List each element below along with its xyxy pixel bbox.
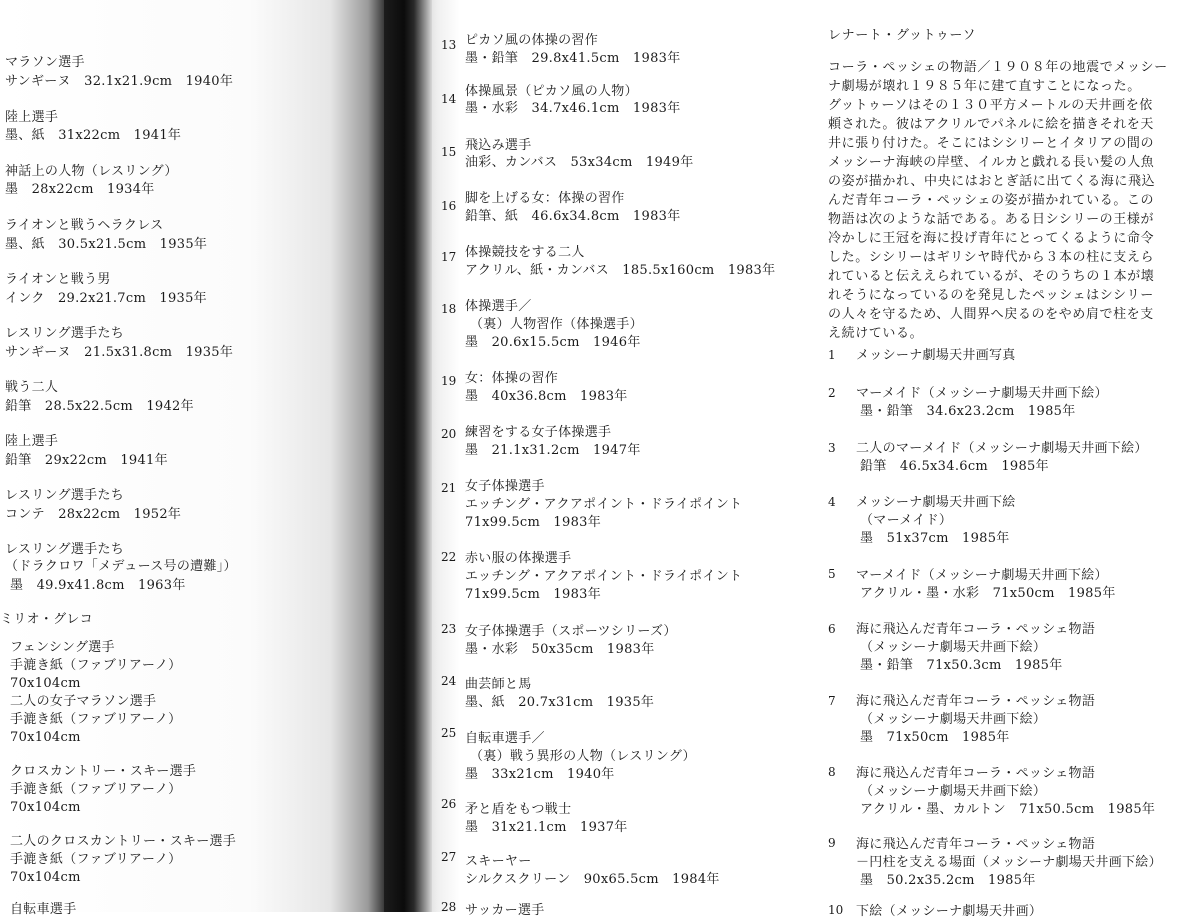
- entry-title: 海に飛込んだ青年コーラ・ペッシェ物語: [856, 837, 1096, 852]
- entry-size: 70x104cm: [10, 676, 81, 691]
- paragraph-line: の姿が描かれ、中央にはおとぎ話に出てくる海に飛込: [828, 174, 1156, 189]
- paragraph-line: の人々を守るため、人間界へ戻るのをやめ肩で柱を支: [828, 307, 1154, 322]
- entry-medium: 手漉き紙（ファブリアーノ）: [10, 852, 182, 867]
- entry-detail: アクリル・墨・水彩 71x50cm 1985年: [860, 586, 1116, 601]
- entry-detail: 墨 40x36.8cm 1983年: [465, 389, 628, 404]
- entry-detail: アクリル・墨、カルトン 71x50.5cm 1985年: [860, 802, 1156, 817]
- paragraph-line: 冷かしに王冠を海に投げ青年にとってくるように命令: [828, 231, 1155, 246]
- entry-title: 練習をする女子体操選手: [465, 425, 612, 440]
- entry-number: 2: [828, 386, 836, 400]
- paragraph-line: 井に張り付けた。そこにはシシリーとイタリアの間の: [828, 136, 1155, 151]
- entry-size: 70x104cm: [10, 870, 81, 885]
- entry-title: 海に飛込んだ青年コーラ・ペッシェ物語: [856, 694, 1096, 709]
- entry-title: 戦う二人: [5, 380, 59, 395]
- entry-number: 27: [441, 850, 457, 864]
- entry-detail: コンテ 28x22cm 1952年: [5, 507, 182, 522]
- entry-detail: 墨 51x37cm 1985年: [860, 531, 1010, 546]
- entry-subtitle: （メッシーナ劇場天井画下絵）: [860, 784, 1047, 799]
- entry-size: 70x104cm: [10, 730, 81, 745]
- entry-title: 二人の女子マラソン選手: [10, 694, 157, 709]
- entry-title: マラソン選手: [5, 55, 85, 70]
- paragraph-line: れそうになっているのを発見したペッシェはシシリー: [828, 288, 1154, 303]
- entry-title: 海に飛込んだ青年コーラ・ペッシェ物語: [856, 766, 1096, 781]
- entry-detail: 墨 28x22cm 1934年: [5, 182, 155, 197]
- entry-title: 女子体操選手（スポーツシリーズ）: [465, 624, 677, 639]
- entry-detail: 墨 49.9x41.8cm 1963年: [10, 578, 186, 593]
- entry-number: 4: [828, 495, 836, 509]
- entry-detail: 墨・水彩 34.7x46.1cm 1983年: [465, 101, 681, 116]
- entry-title: 陸上選手: [5, 110, 59, 125]
- entry-number: 14: [441, 92, 457, 106]
- entry-detail: 墨・水彩 50x35cm 1983年: [465, 642, 655, 657]
- entry-title: 矛と盾をもつ戦士: [465, 802, 572, 817]
- entry-number: 15: [441, 145, 457, 159]
- entry-title: レスリング選手たち: [5, 542, 125, 557]
- entry-title: ライオンと戦う男: [5, 272, 111, 287]
- paragraph-line: 物語は次のような話である。ある日シシリーの王様が: [828, 212, 1155, 227]
- entry-title: メッシーナ劇場天井画写真: [856, 348, 1016, 363]
- paragraph-line: ナ劇場が壊れ１９８５年に建て直すことになった。: [828, 79, 1141, 94]
- entry-title: ライオンと戦うヘラクレス: [5, 218, 164, 233]
- entry-title: メッシーナ劇場天井画下絵: [856, 495, 1016, 510]
- entry-title: マーメイド（メッシーナ劇場天井画下絵）: [856, 386, 1108, 401]
- entry-detail: 鉛筆、紙 46.6x34.8cm 1983年: [465, 209, 681, 224]
- entry-number: 10: [828, 903, 844, 917]
- entry-subtitle: エッチング・アクアポイント・ドライポイント: [465, 497, 743, 512]
- entry-detail: 墨、紙 30.5x21.5cm 1935年: [5, 237, 208, 252]
- entry-title: 体操選手／: [465, 299, 532, 314]
- entry-number: 1: [828, 348, 836, 362]
- entry-title: フェンシング選手: [10, 640, 115, 655]
- entry-detail: 墨、紙 20.7x31cm 1935年: [465, 695, 655, 710]
- paragraph-line: え続けている。: [828, 326, 924, 341]
- entry-detail: 71x99.5cm 1983年: [465, 515, 602, 530]
- entry-number: 20: [441, 427, 457, 441]
- entry-number: 13: [441, 38, 457, 52]
- paragraph-line: グットゥーソはその１３０平方メートルの天井画を依: [828, 98, 1153, 113]
- entry-title: 陸上選手: [5, 434, 59, 449]
- entry-subtitle: －円柱を支える場面（メッシーナ劇場天井画下絵）: [856, 855, 1162, 870]
- entry-detail: 墨・鉛筆 71x50.3cm 1985年: [860, 658, 1063, 673]
- entry-number: 6: [828, 622, 836, 636]
- entry-subtitle: （マーメイド）: [860, 513, 953, 528]
- entry-number: 21: [441, 481, 457, 495]
- entry-number: 9: [828, 836, 836, 850]
- entry-detail: 墨 71x50cm 1985年: [860, 730, 1010, 745]
- entry-detail: 墨・鉛筆 29.8x41.5cm 1983年: [465, 51, 681, 66]
- entry-subtitle: （裏）人物習作（体操選手）: [470, 317, 643, 332]
- entry-number: 17: [441, 250, 457, 264]
- section-heading: ミリオ・グレコ: [0, 612, 93, 627]
- entry-number: 22: [441, 550, 457, 564]
- entry-title: 体操競技をする二人: [465, 245, 585, 260]
- entry-title: 二人のマーメイド（メッシーナ劇場天井画下絵）: [856, 441, 1148, 456]
- paragraph-line: した。シシリーはギリシヤ時代から３本の柱に支えら: [828, 250, 1155, 265]
- paragraph-line: 頼された。彼はアクリルでパネルに絵を描きそれを天: [828, 117, 1155, 132]
- entry-number: 8: [828, 765, 836, 779]
- paragraph-line: れていると伝ええられているが、そのうちの１本が壊: [828, 269, 1155, 284]
- entry-subtitle: エッチング・アクアポイント・ドライポイント: [465, 569, 743, 584]
- entry-number: 5: [828, 567, 836, 581]
- entry-title: 下絵（メッシーナ劇場天井画）: [856, 904, 1043, 919]
- entry-title: 女：体操の習作: [465, 371, 559, 386]
- entry-title: 女子体操選手: [465, 479, 545, 494]
- entry-detail: 油彩、カンバス 53x34cm 1949年: [465, 155, 694, 170]
- entry-detail: 墨、紙 31x22cm 1941年: [5, 128, 182, 143]
- entry-title: ピカソ風の体操の習作: [465, 33, 599, 48]
- entry-detail: シルクスクリーン 90x65.5cm 1984年: [465, 872, 720, 887]
- paragraph-line: コーラ・ペッシェの物語／１９０８年の地震でメッシー: [828, 60, 1168, 75]
- entry-number: 3: [828, 441, 836, 455]
- entry-title: 赤い服の体操選手: [465, 551, 572, 566]
- entry-title: 神話上の人物（レスリング）: [5, 164, 178, 179]
- entry-medium: 手漉き紙（ファブリアーノ）: [10, 658, 182, 673]
- entry-detail: サンギーヌ 21.5x31.8cm 1935年: [5, 345, 234, 360]
- entry-title: 二人のクロスカントリー・スキー選手: [10, 834, 237, 849]
- entry-detail: インク 29.2x21.7cm 1935年: [5, 291, 207, 306]
- entry-number: 24: [441, 674, 457, 688]
- entry-number: 23: [441, 622, 457, 636]
- entry-subtitle: （メッシーナ劇場天井画下絵）: [860, 640, 1047, 655]
- entry-detail: 墨 31x21.1cm 1937年: [465, 820, 628, 835]
- entry-number: 16: [441, 199, 457, 213]
- paragraph-line: メッシーナ海峡の岸壁、イルカと戯れる長い髪の人魚: [828, 155, 1155, 170]
- entry-title: レスリング選手たち: [5, 488, 125, 503]
- entry-subtitle: （メッシーナ劇場天井画下絵）: [860, 712, 1047, 727]
- entry-title: 自転車選手／: [465, 731, 545, 746]
- entry-detail: 鉛筆 46.5x34.6cm 1985年: [860, 459, 1049, 474]
- entry-title: 海に飛込んだ青年コーラ・ペッシェ物語: [856, 622, 1096, 637]
- entry-number: 7: [828, 694, 836, 708]
- entry-size: 70x104cm: [10, 800, 81, 815]
- entry-detail: 鉛筆 28.5x22.5cm 1942年: [5, 399, 194, 414]
- entry-title: クロスカントリー・スキー選手: [10, 764, 197, 779]
- entry-detail: アクリル、紙・カンバス 185.5x160cm 1983年: [465, 263, 776, 278]
- entry-title: 曲芸師と馬: [465, 677, 532, 692]
- entry-title: 脚を上げる女：体操の習作: [465, 191, 625, 206]
- entry-medium: 手漉き紙（ファブリアーノ）: [10, 782, 182, 797]
- entry-subtitle: （裏）戦う異形の人物（レスリング）: [470, 749, 696, 764]
- description-paragraph: [828, 58, 1188, 343]
- entry-detail: 鉛筆 29x22cm 1941年: [5, 453, 168, 468]
- entry-title: スキーヤー: [465, 854, 532, 869]
- entry-number: 28: [441, 900, 457, 914]
- entry-detail: 71x99.5cm 1983年: [465, 587, 602, 602]
- entry-title: レスリング選手たち: [5, 326, 125, 341]
- entry-detail: 墨 33x21cm 1940年: [465, 767, 615, 782]
- entry-title: サッカー選手: [465, 903, 545, 918]
- entry-number: 19: [441, 374, 457, 388]
- entry-title: 自転車選手: [10, 902, 77, 917]
- entry-detail: 墨 50.2x35.2cm 1985年: [860, 873, 1036, 888]
- book-gutter: [384, 0, 432, 912]
- entry-number: 26: [441, 797, 457, 811]
- entry-detail: 墨・鉛筆 34.6x23.2cm 1985年: [860, 404, 1076, 419]
- entry-number: 18: [441, 302, 457, 316]
- entry-medium: 手漉き紙（ファブリアーノ）: [10, 712, 182, 727]
- artist-heading: レナート・グットゥーソ: [828, 28, 977, 43]
- entry-title: 体操風景（ピカソ風の人物）: [465, 84, 638, 99]
- entry-detail: 墨 21.1x31.2cm 1947年: [465, 443, 641, 458]
- entry-subtitle: （ドラクロワ「メデュース号の遭難」）: [5, 559, 237, 574]
- entry-title: 飛込み選手: [465, 138, 532, 153]
- entry-detail: サンギーヌ 32.1x21.9cm 1940年: [5, 74, 234, 89]
- entry-title: マーメイド（メッシーナ劇場天井画下絵）: [856, 568, 1108, 583]
- paragraph-line: んだ青年コーラ・ペッシェの姿が描かれている。この: [828, 193, 1155, 208]
- entry-detail: 墨 20.6x15.5cm 1946年: [465, 335, 641, 350]
- entry-number: 25: [441, 726, 457, 740]
